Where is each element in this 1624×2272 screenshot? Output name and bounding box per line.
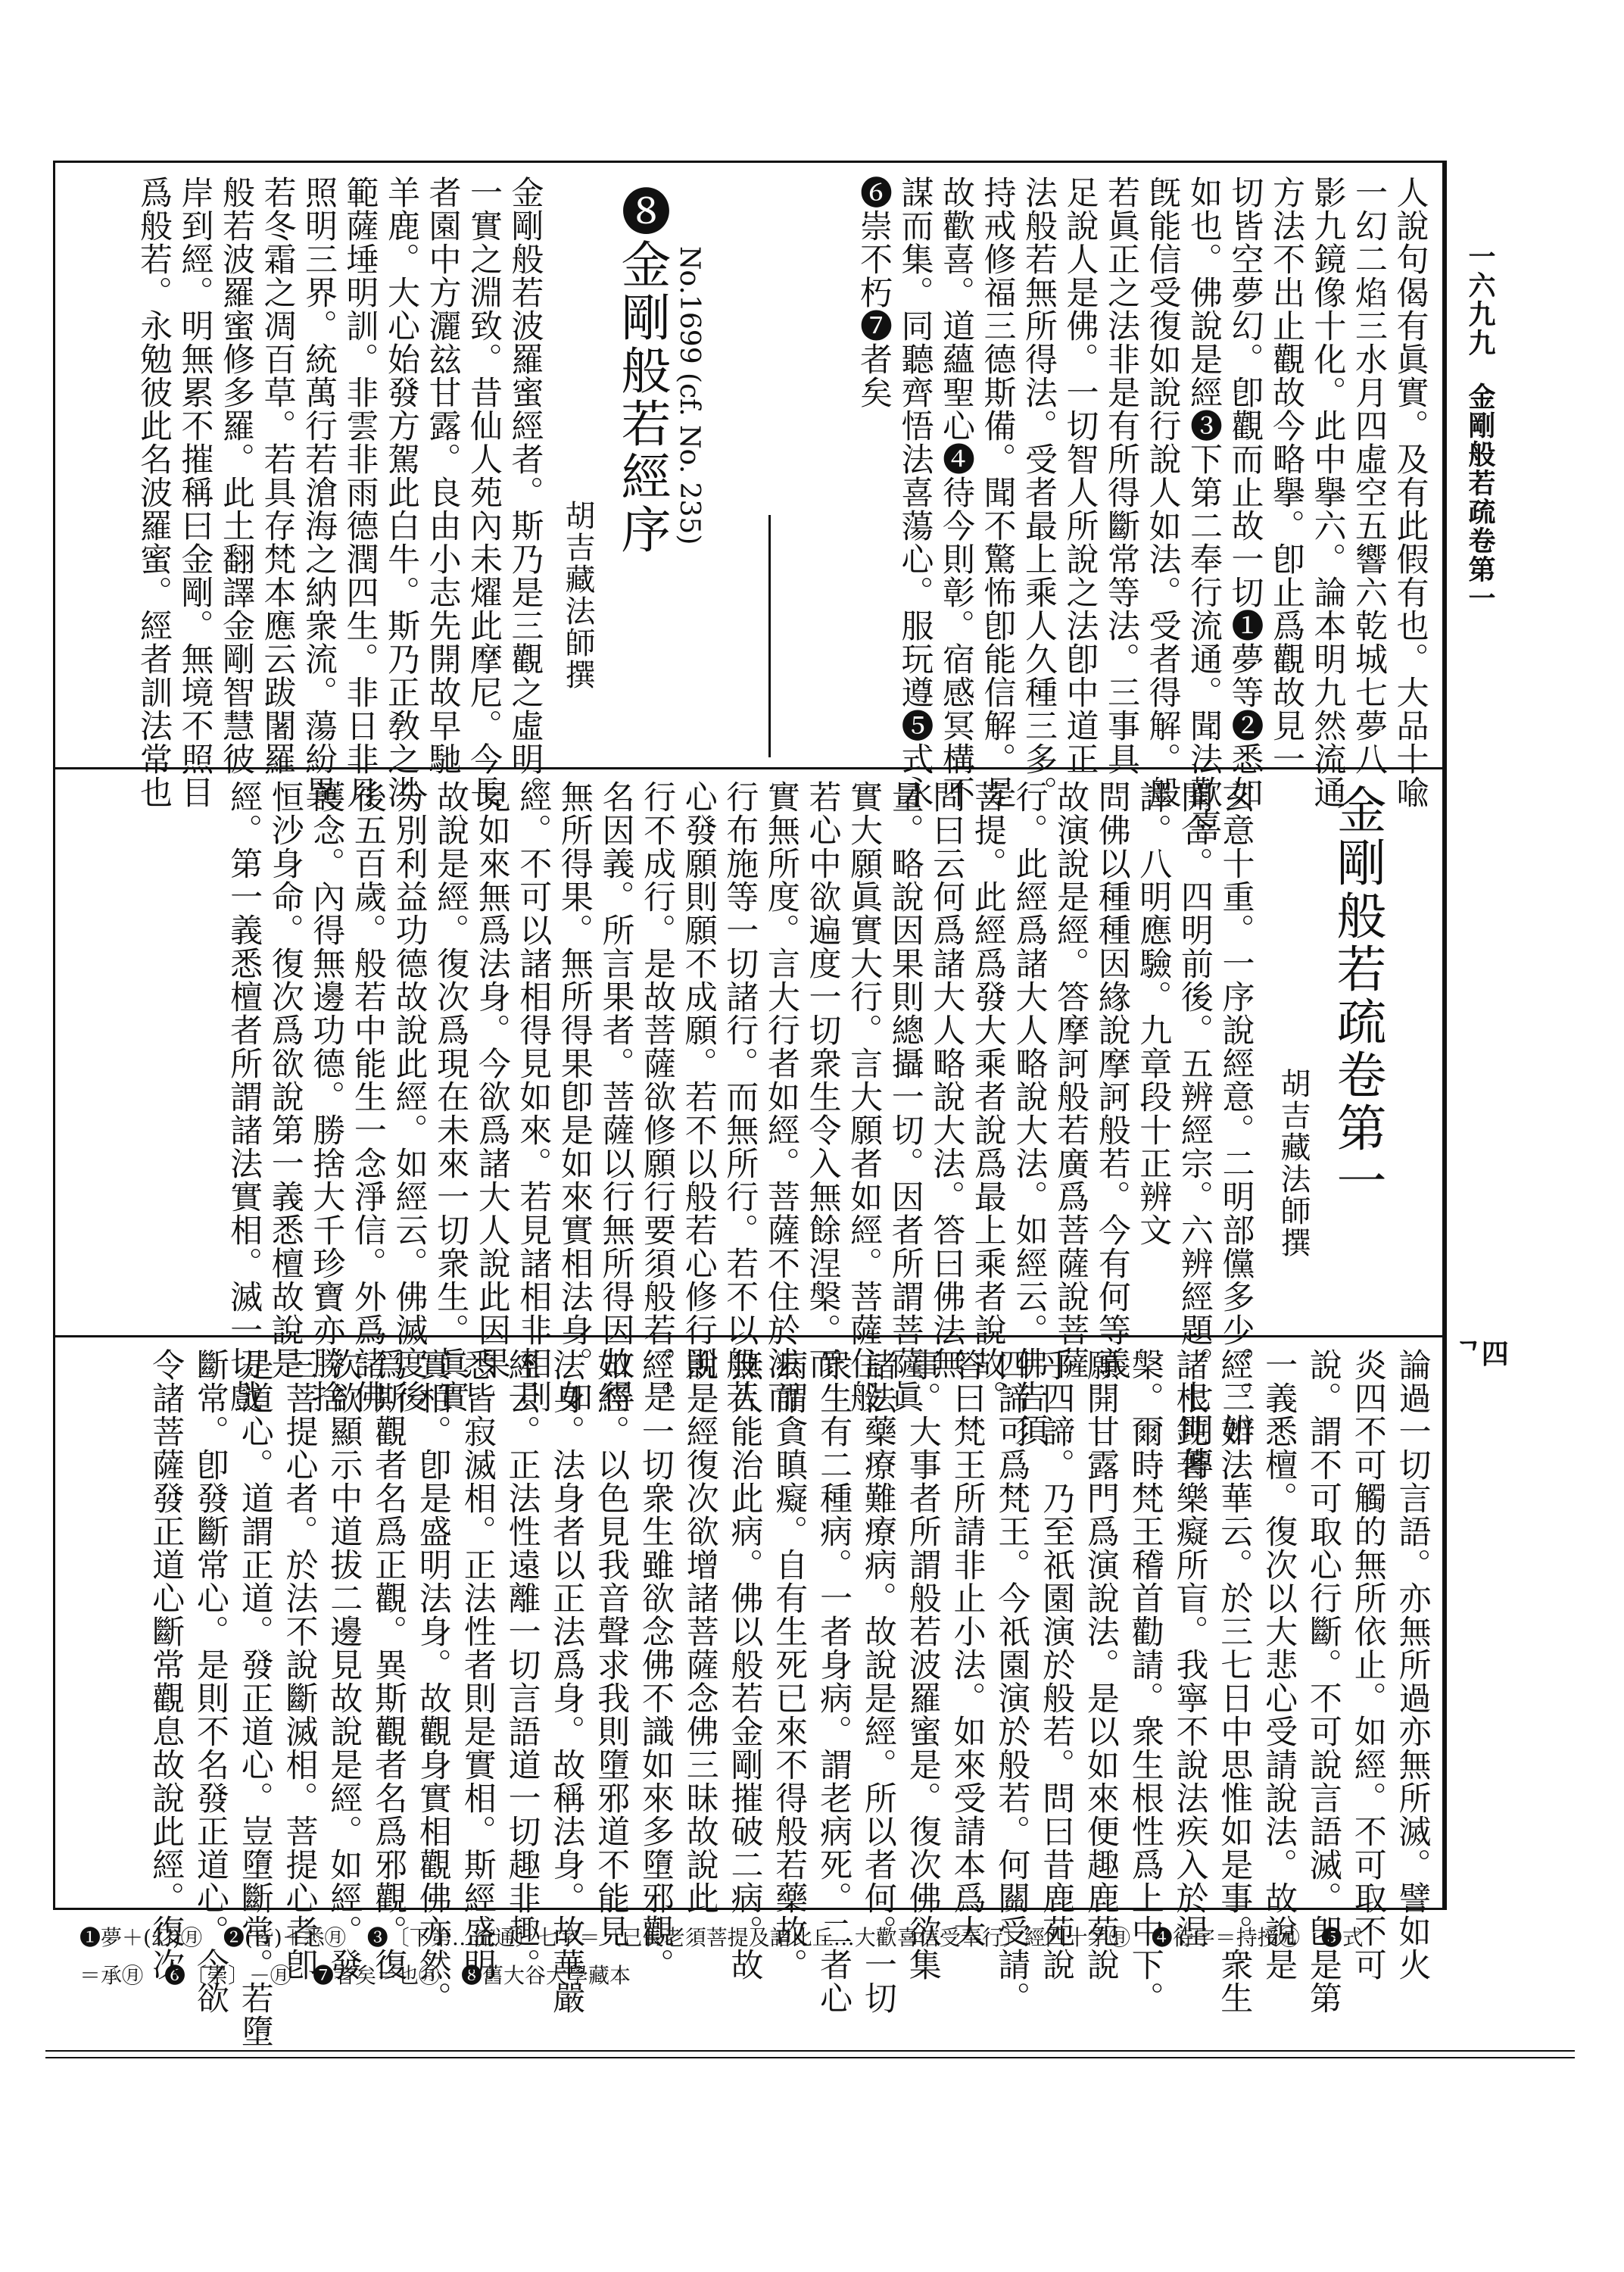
text-column: 一實之淵致。昔仙人苑內未燿此摩尼。今長: [465, 176, 503, 809]
text-column: 故演說是經。答摩訶般若廣爲菩薩說菩薩: [1052, 780, 1090, 1380]
text-column: 謀而集。同聽齊悟法喜蕩心。服玩遵❺式永: [896, 176, 934, 809]
text-column: 問佛以種種因緣說摩訶般若。今有何等義: [1093, 780, 1131, 1380]
text-column: 持戒修福三德斯備。聞不驚怖卽能信解。是: [978, 176, 1017, 809]
text-column: 經。不可以諸相得見如來。若見諸相非相則: [514, 780, 553, 1413]
text-column: 說。謂不可取心行斷。不可說言語滅。卽是第: [1304, 1348, 1342, 2015]
text-column: 心發願則願不成願。若不以般若心修行則: [679, 780, 718, 1380]
text-column: 行布施等一切諸行。而無所行。若不以般若: [721, 780, 759, 1413]
text-column: 量。略說因果則總攝一切。因者所謂菩薩眞: [886, 780, 924, 1413]
text-column: 是道心。道謂正道。發正道心。豈墮斷常。若墮: [235, 1348, 274, 2048]
text-column: 行。此經爲諸大人略說大法。如經云。佛告須: [1010, 780, 1049, 1447]
text-column: 方法不出止觀故今略擧。卽止爲觀故見一: [1267, 176, 1305, 776]
text-column: 實無所度。言大行者如經。菩薩不住於法而: [762, 780, 800, 1413]
text-column: 諸根鈍著樂癡所盲。我寧不說法疾入於涅: [1170, 1348, 1209, 1948]
text-column: 次欲顯示中道拔二邊見故說是經。如經。發: [325, 1348, 363, 1981]
text-column: 影九鏡像十化。此中擧六。論本明九然流通: [1308, 176, 1347, 809]
text-column: 法般若無所得法。受者最上乘人久種三多。: [1020, 176, 1058, 809]
text-column: 譯。八明應驗。九章段十正辨文: [1134, 780, 1173, 1247]
text-column: 實大願眞實大行。言大願者如經。菩薩住般: [845, 780, 884, 1413]
text-column: 行不成行。是故菩薩欲修願行要須般若。是: [638, 780, 677, 1413]
text-column: 炎四不可觸的無所依止。如經。不可取不可: [1348, 1348, 1387, 1981]
text-column: 願開甘露門爲演說法。是以如來便趣鹿苑說: [1081, 1348, 1120, 1981]
text-column: 答曰梵王所請非止小法。如來受請本爲大: [948, 1348, 987, 1948]
text-column: 範薩埵明訓。非雲非雨德潤四生。非日非月: [341, 176, 379, 809]
text-column: 一幻二焰三水月四虛空五響六乾城七夢八: [1350, 176, 1388, 776]
text-column: 金剛般若波羅蜜經者。斯乃是三觀之虛明。: [506, 176, 544, 809]
text-column: 病謂貪瞋癡。自有生死已來不得般若藥故。: [770, 1348, 809, 1981]
text-column: 法身。法身者以正法爲身。故稱法身。故華嚴: [547, 1348, 586, 2015]
text-column: 說是經復次欲增諸菩薩念佛三昧故說此: [681, 1348, 719, 1915]
text-column: ❻崇不朽❼者矣: [855, 176, 893, 409]
commentary-title: 金剛般若疏卷第一: [1328, 784, 1386, 1208]
text-column: 無所得果。無所得果卽是如來實相法身。如: [555, 780, 594, 1413]
text-column: 爲斯觀者名爲正觀。異斯觀者名爲邪觀。復: [369, 1348, 408, 1981]
text-column: 旣能信受復如說行說人如法。受者得解。般: [1143, 176, 1182, 809]
footnote-line-2: ＝承㊊ ❻〔崇〕－㊊ ❼者矣＝也㊊ ❽舊大谷大學藏本: [79, 1963, 631, 1988]
text-column: 足說人是佛。一切智人所說之法卽中道正: [1061, 176, 1099, 776]
text-column: 後五百歲。般若中能生一念淨信。外爲諸佛: [348, 780, 387, 1413]
text-column: 菩提。此經爲發大乘者說爲最上乘者說故。: [968, 780, 1007, 1413]
text-column: 見如來無爲法身。今欲爲諸大人說此因果: [472, 780, 511, 1380]
commentary-author: 胡吉藏法師撰: [1276, 1068, 1311, 1259]
text-column: 令諸菩薩發正道心斷常觀息故說此經。復次: [147, 1348, 185, 1981]
text-column: 斷常。卽發斷常心。是則不名發正道心。今欲: [191, 1348, 229, 2015]
page-mark: ᄀ四: [1455, 1338, 1509, 1370]
text-column: 岸到經。明無累不摧稱曰金剛。無境不照目: [176, 176, 214, 809]
text-column: 論過一切言語。亦無所過亦無所滅。譬如火: [1393, 1348, 1432, 1981]
text-column: 四諦可爲梵王。今祇園演於般若。何關受請。: [993, 1348, 1031, 2015]
catalog-rule: [768, 515, 771, 757]
text-column: 若心中欲遍度一切衆生令入無餘涅槃。而: [803, 780, 842, 1380]
text-column: 經。如法華云。於三七日中思惟如是事。衆生: [1215, 1348, 1254, 2015]
text-column: 諸法藥療難療病。故說是經。所以者何。一切: [859, 1348, 897, 2015]
text-column: 如也。佛說是經❸下第二奉行流通。聞法歡喜: [1185, 176, 1223, 842]
text-column: 經云。正法性遠離一切言語道一切趣非趣。: [503, 1348, 541, 1981]
text-column: 三菩提心者。於法不說斷滅相。菩提心者卽: [280, 1348, 319, 1981]
text-column: 般若波羅蜜修多羅。此土翻譯金剛智慧彼: [217, 176, 255, 776]
catalog-number: No.1699 (cf. No. 235): [674, 246, 705, 545]
text-column: 爲般若。永勉彼此名波羅蜜。經者訓法常也: [135, 176, 173, 809]
preface-author: 胡吉藏法師撰: [560, 500, 595, 691]
text-column: 名因義。所言果者。菩薩以行無所得因故得: [597, 780, 635, 1413]
footnote-line-1: ❶夢＋(幻)㊊ ❷(皆)＋悉㊊ ❸〔下第…流通〕七字＝〔已長老須菩提及諸比丘…大歡喜信受奉行〕經四十字㊊ ❹待字＝持授㊊ ❺式: [79, 1925, 1364, 1950]
text-column: 若眞正之法非是有所得斷常等法。三事具: [1102, 176, 1140, 776]
text-column: 無人能治此病。佛以般若金剛摧破二病。故: [725, 1348, 764, 1981]
text-column: 槃。爾時梵王稽首勸請。衆生根性爲上中下。: [1126, 1348, 1164, 2015]
text-column: 乎四諦。乃至祇園演於般若。問曰昔鹿苑說: [1037, 1348, 1076, 1981]
bottom-rule-1: [45, 2050, 1575, 2052]
preface-title: ❽金剛般若經序: [613, 186, 671, 557]
text-column: 故說是經。復次爲現在未來一切衆生。眞實: [432, 780, 470, 1413]
text-column: 護念。內得無邊功德。勝捨大千珍寶亦勝捨: [307, 780, 346, 1413]
text-column: 若冬霜之凋百草。若具存梵本應云跋闍羅: [258, 176, 297, 776]
margin-divider: [1445, 161, 1447, 1910]
bottom-rule-2: [45, 2057, 1575, 2058]
text-column: 分別利益功德故說此經。如經云。佛滅度後: [390, 780, 429, 1413]
text-column: 照明三界。統萬行若滄海之納衆流。蕩紛異: [300, 176, 338, 809]
text-column: 經。一切衆生雖欲念佛不識如來多墮邪觀。: [636, 1348, 675, 1981]
text-column: 者園中方灑玆甘露。良由小志先開故早馳: [423, 176, 462, 776]
text-column: 恒沙身命。復次爲欲說第一義悉檀故說是: [266, 780, 304, 1380]
text-column: 經。第一義悉檀者所謂諸法實相。滅一切戲: [225, 780, 263, 1413]
text-column: 切皆空夢幻。卽觀而止故一切❶夢等❷悉如: [1226, 176, 1264, 809]
text-column: 玄意十重。一序說經意。二明部儻多少。三辨: [1217, 780, 1255, 1447]
text-column: 人說句偈有眞實。及有此假有也。大品十喩: [1391, 176, 1429, 809]
page-number: 一六九九: [1464, 242, 1496, 357]
running-title: 金剛般若疏卷第一: [1464, 382, 1496, 613]
text-column: 問曰云何爲諸大人略說大法。答曰佛法無: [927, 780, 966, 1380]
text-column: 悉皆寂滅相。正法性者則是實相。斯經盛明: [458, 1348, 497, 1981]
text-column: 開合。四明前後。五辨經宗。六辨經題。七明傳: [1175, 780, 1214, 1480]
text-column: 故歡喜。道蘊聖心❹待今則彰。宿感冥構不: [937, 176, 975, 809]
text-column: 衆生有二種病。一者身病。謂老病死。二者心: [815, 1348, 853, 2015]
text-column: 實相。卽是盛明法身。故觀身實相觀佛亦然。: [413, 1348, 452, 2015]
text-column: 一義悉檀。復次以大悲心受請說法。故說是: [1260, 1348, 1298, 1981]
text-column: 如經。以色見我音聲求我則墮邪道不能見: [592, 1348, 631, 1948]
text-column: 羊鹿。大心始發方駕此白牛。斯乃正敎之洪: [382, 176, 420, 809]
text-column: 事。大事者所謂般若波羅蜜是。復次佛欲集: [903, 1348, 942, 1981]
